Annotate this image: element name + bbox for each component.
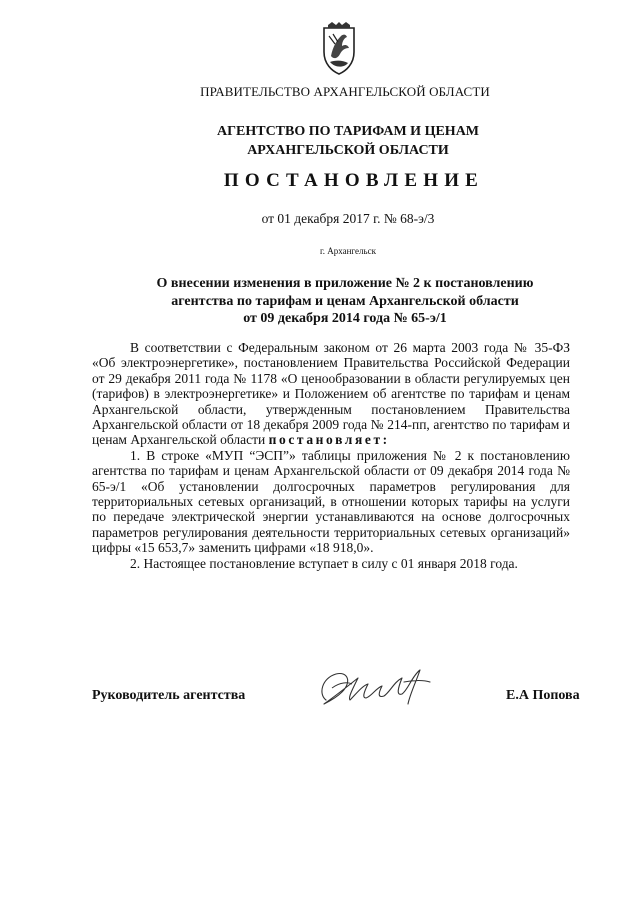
subject-heading [25, 275, 640, 328]
preamble-paragraph [92, 340, 570, 448]
city: г. Архангельск [320, 246, 376, 256]
document-body [92, 340, 570, 571]
subject-line-2: агентства по тарифам и ценам Архангельской области [171, 293, 519, 309]
government-name: ПРАВИТЕЛЬСТВО АРХАНГЕЛЬСКОЙ ОБЛАСТИ [200, 84, 490, 99]
item-2-paragraph: 2. Настоящее постановление вступает в силу с 01 января 2018 года. [130, 555, 518, 571]
agency-line-2: АРХАНГЕЛЬСКОЙ ОБЛАСТИ [247, 143, 449, 158]
signatory-name: Е.А Попова [506, 688, 580, 703]
coat-of-arms-icon [320, 22, 358, 76]
document-type: ПОСТАНОВЛЕНИЕ [223, 170, 485, 191]
agency-name [28, 122, 640, 160]
date-and-number: от 01 декабря 2017 г. № 68-э/3 [261, 211, 435, 226]
item-1-paragraph: 1. В строке «МУП “ЭСП”» таблицы приложения № 2 к постановлению агентства по тарифам и ценам Архангельской области от 09 декабря 2014 года № 65-э/1 «Об установлении долгосрочных параметров регулирования для территориальных сетевых организаций, в отношении которых тарифы на услуги по передаче электрической энергии устанавливаются на основе долгосрочных параметров регулирования деятельности территориальных сетевых организаций» цифры «15 653,7» заменить цифрами «18 918,0». [92, 447, 570, 556]
handwritten-signature [312, 664, 434, 712]
subject-line-1: О внесении изменения в приложение № 2 к постановлению [156, 276, 534, 291]
resolves-word: постановляет: [268, 432, 390, 448]
subject-line-3: от 09 декабря 2014 года № 65-э/1 [243, 311, 447, 326]
preamble-text: В соответствии с Федеральным законом от 26 марта 2003 года № 35-ФЗ «Об электроэнергетике», постановлением Правительства Российской Федерации от 29 декабря 2011 года № 1178 «О ценообразовании в области регулируемых цен (тарифов) в электроэнергетике» и Положением об агентстве по тарифам и ценам Архангельской области, утвержденным постановлением Правительства Архангельской области от 18 декабря 2009 года № 214-пп, агентство по тарифам и ценам Архангельской области [92, 340, 570, 448]
agency-line-1: АГЕНТСТВО ПО ТАРИФАМ И ЦЕНАМ [216, 124, 480, 139]
signatory-title: Руководитель агентства [92, 688, 246, 703]
